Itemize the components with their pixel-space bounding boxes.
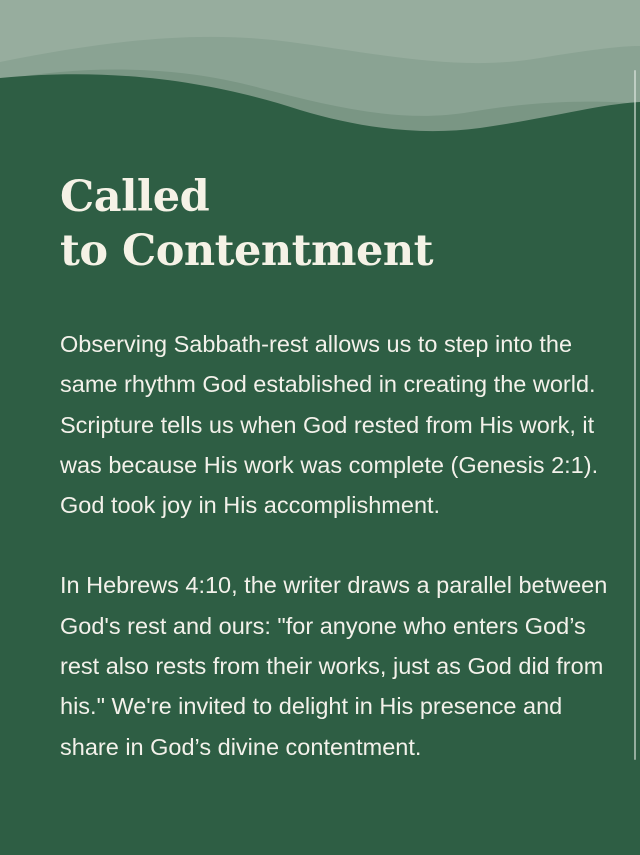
title-line-2: to Contentment bbox=[60, 226, 434, 276]
title-line-1: Called bbox=[60, 172, 210, 222]
article-paragraph-1: Observing Sabbath-rest allows us to step into the same rhythm God established in creating the world. Scripture tells us when God rested from His work, it was because His work was complete (Genesis 2:1). God took joy in His accomplishment. bbox=[60, 331, 599, 519]
article-paragraph-2: In Hebrews 4:10, the writer draws a parallel between God's rest and ours: "for anyone who enters God’s rest also rests from their works, just as God did from his." We're invited to delight in His presence and share in God’s divine contentment. bbox=[60, 572, 608, 760]
scrollbar[interactable] bbox=[634, 70, 636, 760]
article-content bbox=[60, 170, 620, 767]
article-title bbox=[60, 170, 620, 278]
header-wave-decoration bbox=[0, 0, 640, 150]
